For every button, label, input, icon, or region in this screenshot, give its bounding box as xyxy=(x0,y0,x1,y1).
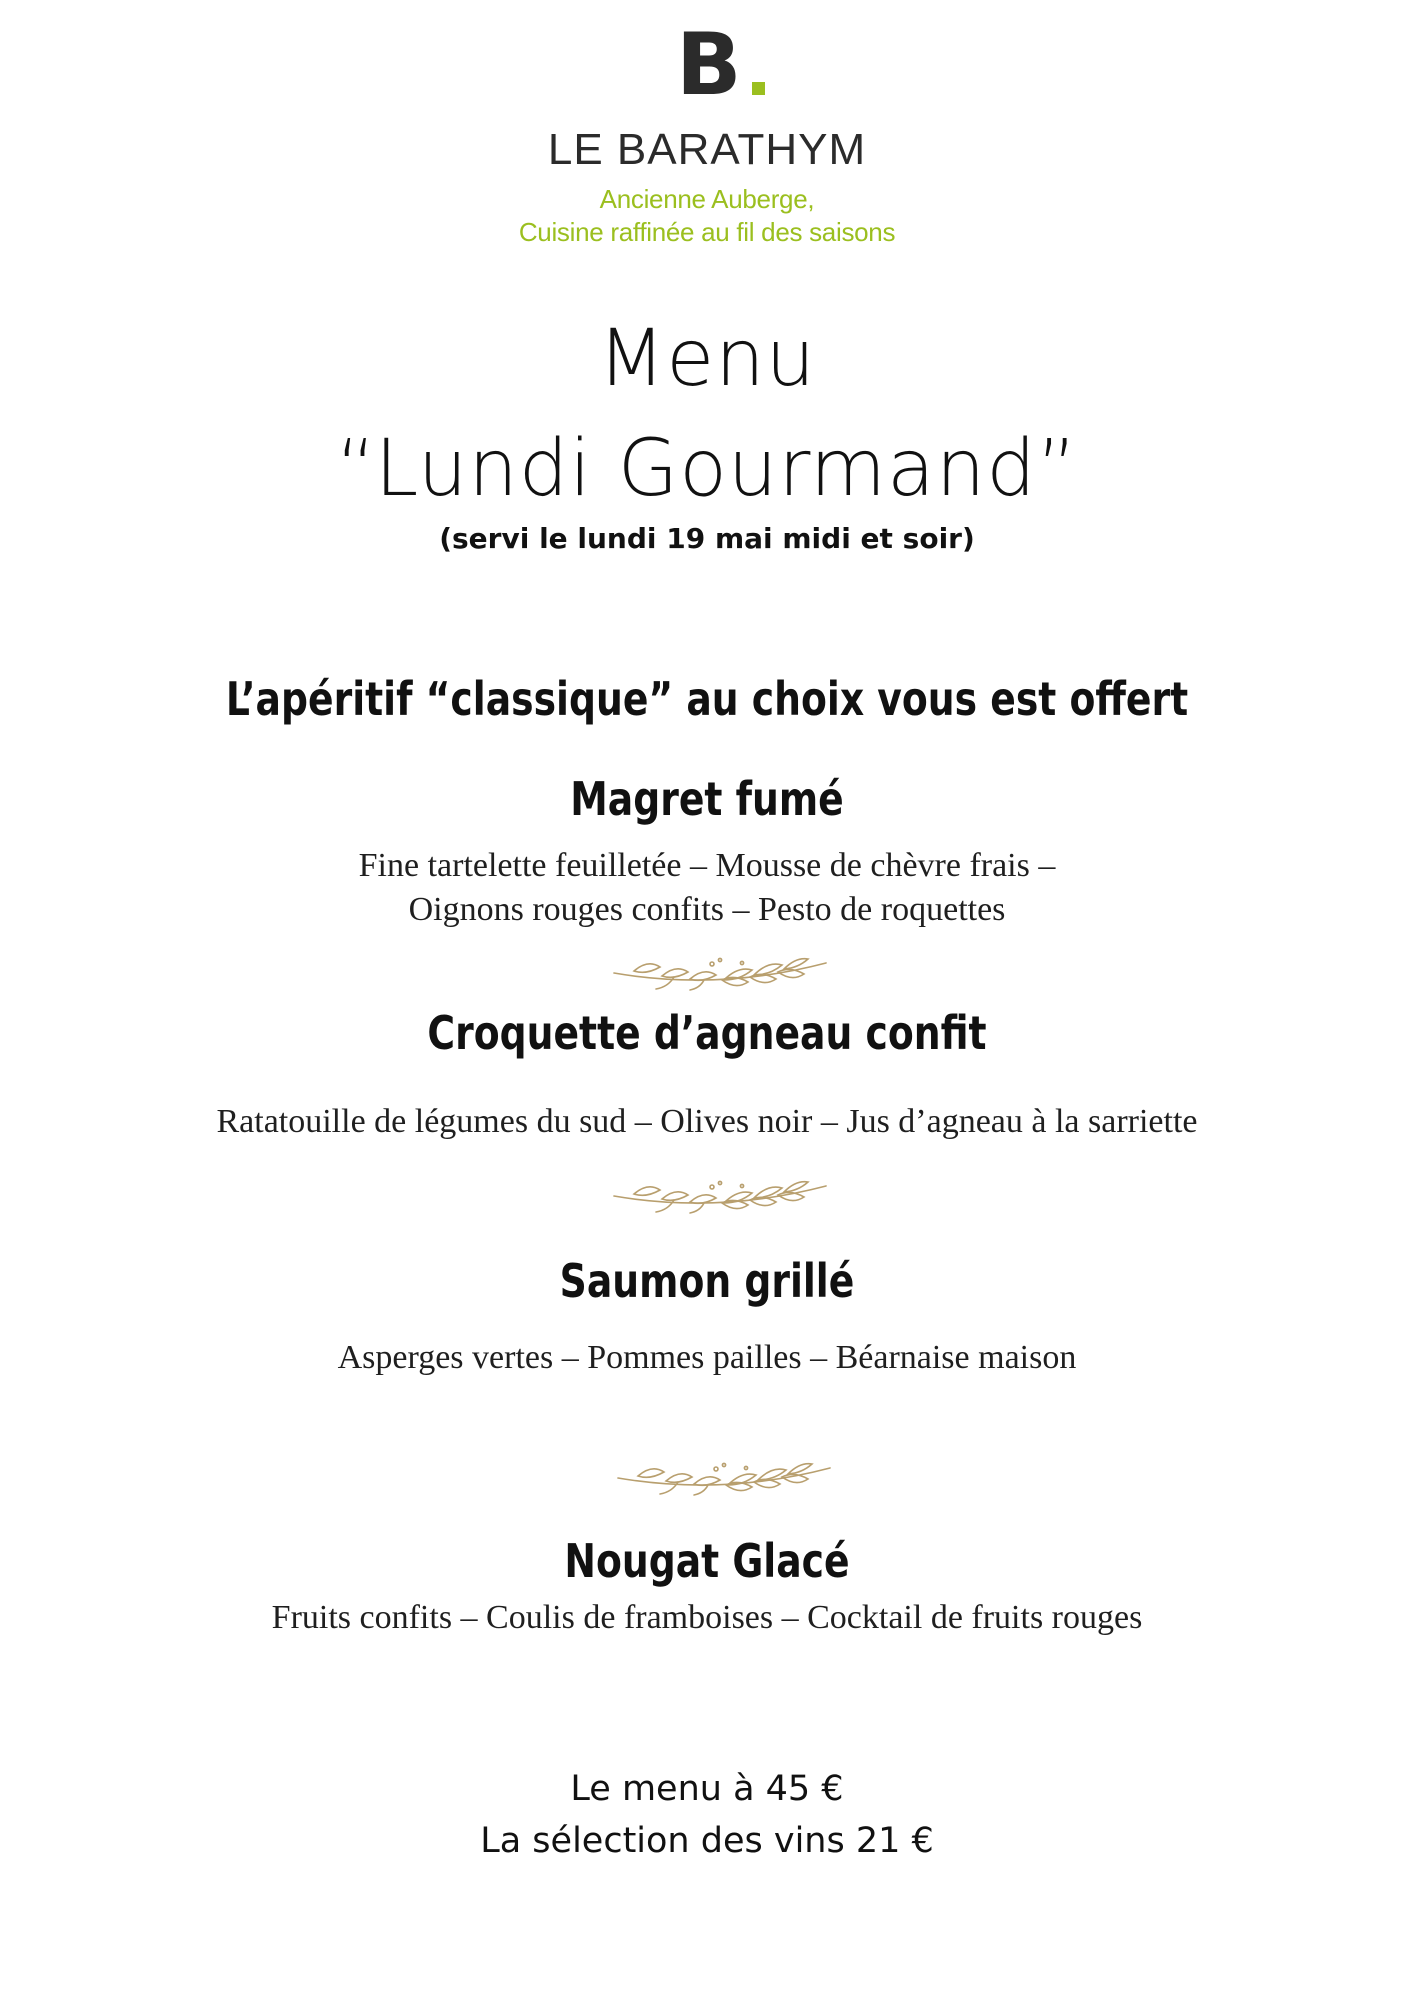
dish-description-line: Asperges vertes – Pommes pailles – Béarnaise maison xyxy=(337,1339,1077,1376)
logo-dot xyxy=(752,82,765,95)
restaurant-logo xyxy=(672,20,772,102)
laurel-divider-icon xyxy=(604,951,834,997)
dish-description-line: Fine tartelette feuilletée – Mousse de chèvre frais – xyxy=(358,847,1056,884)
menu-price: Le menu à 45 € xyxy=(570,1769,844,1809)
logo-letter: B xyxy=(676,20,742,102)
dish-description-line: Fruits confits – Coulis de framboises – Cocktail de fruits rouges xyxy=(271,1599,1143,1636)
dish-title: Croquette d’agneau confit xyxy=(427,1006,987,1060)
dish-description-line: Oignons rouges confits – Pesto de roquettes xyxy=(408,891,1006,928)
menu-title-line-1: Menu xyxy=(597,314,817,404)
aperitif-heading: L’apéritif “classique” au choix vous est offert xyxy=(225,672,1189,726)
dish-title: Magret fumé xyxy=(570,772,844,826)
laurel-divider-icon xyxy=(604,1174,834,1220)
tagline-line-2: Cuisine raffinée au fil des saisons xyxy=(518,217,896,247)
wine-price: La sélection des vins 21 € xyxy=(480,1821,934,1861)
menu-subtitle: (servi le lundi 19 mai midi et soir) xyxy=(439,522,975,555)
restaurant-name: LE BARATHYM xyxy=(547,125,867,174)
tagline-line-1: Ancienne Auberge, xyxy=(599,184,815,214)
menu-title-line-2: “Lundi Gourmand” xyxy=(335,424,1079,514)
dish-title: Saumon grillé xyxy=(559,1254,855,1308)
laurel-divider-icon xyxy=(608,1456,838,1502)
dish-title: Nougat Glacé xyxy=(564,1534,850,1588)
dish-description-line: Ratatouille de légumes du sud – Olives noir – Jus d’agneau à la sarriette xyxy=(216,1103,1198,1140)
